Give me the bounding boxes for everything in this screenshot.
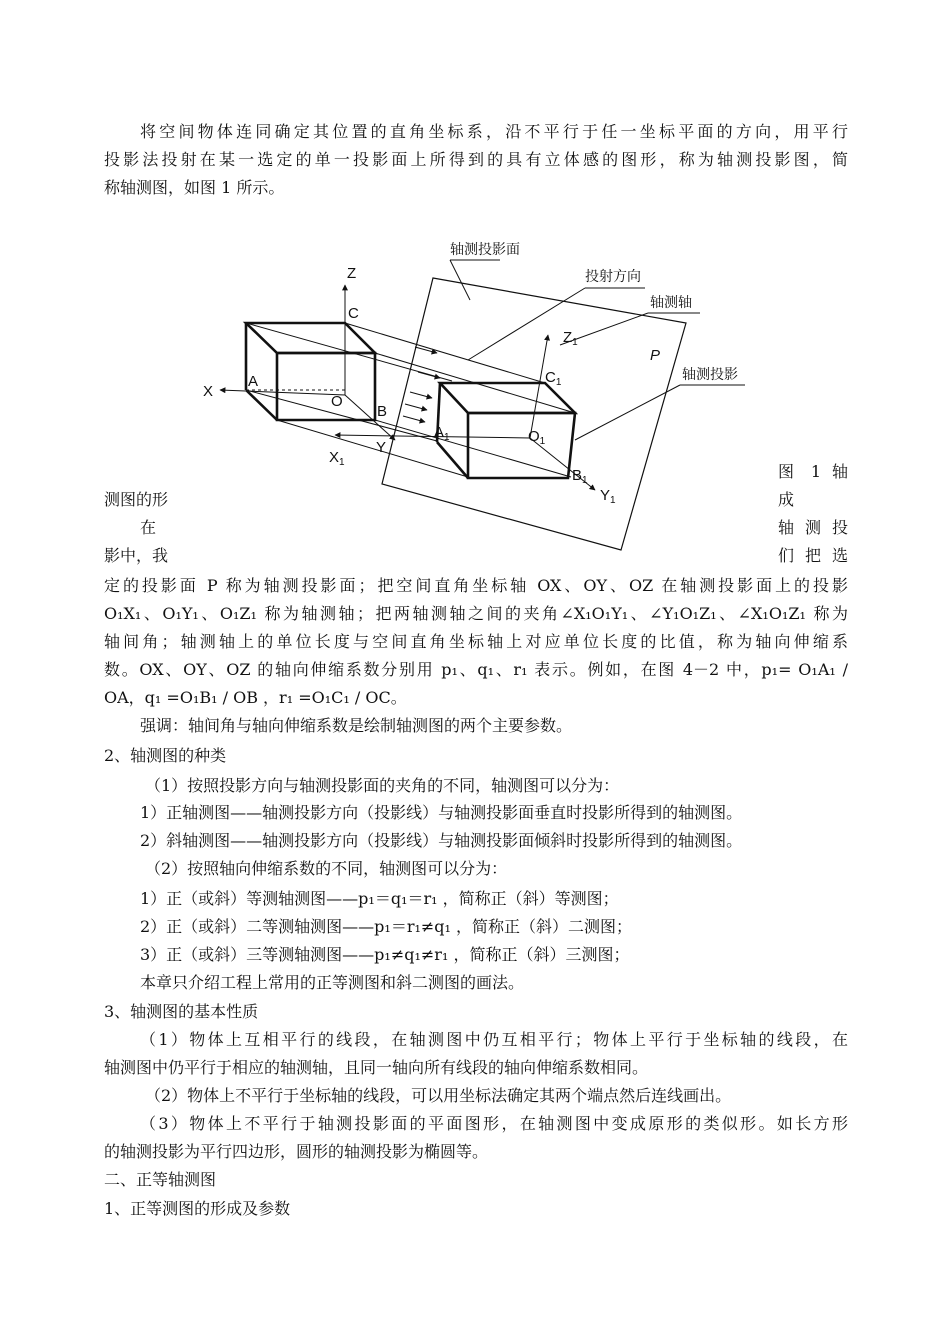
wrap-left-2: 在 <box>140 518 157 537</box>
emphasis-line: 强调：轴间角与轴向伸缩系数是绘制轴测图的两个主要参数。 <box>140 716 573 735</box>
para-line-1: 定的投影面 P 称为轴测投影面；把空间直角坐标轴 OX、OY、OZ 在轴测投影面上的投影 <box>104 576 848 595</box>
s2-category-2b: 2）正（或斜）二等测轴测图——p₁＝r₁≠q₁ ，简称正（斜）二测图； <box>140 917 633 936</box>
label-B1: $B_1$ <box>572 467 588 486</box>
figure-caption-1: 图 1 轴 <box>778 462 848 481</box>
s3-property-3b: 的轴测投影为平行四边形，圆形的轴测投影为椭圆等。 <box>104 1142 489 1161</box>
wrap-left-1: 测图的形 <box>104 490 169 509</box>
label-O1: $O_1$ <box>528 428 546 447</box>
para-line-2: O₁X₁、O₁Y₁、O₁Z₁ 称为轴测轴；把两轴测轴之间的夹角∠X₁O₁Y₁、∠Y₁O₁Z₁、∠X₁O₁Z₁ 称为 <box>104 604 848 623</box>
s2-category-1b: 2）斜轴测图——轴测投影方向（投影线）与轴测投影面倾斜时投影所得到的轴测图。 <box>140 831 743 850</box>
s3-property-3a: （3）物体上不平行于轴测投影面的平面图形，在轴测图中变成原形的类似形。如长方形 <box>140 1114 848 1133</box>
label-Y1: $Y_1$ <box>600 487 616 506</box>
wrap-left-3: 影中，我 <box>104 546 169 565</box>
label-axonometric-projection: 轴测投影 <box>682 366 738 382</box>
para-line-4: 数。OX、OY、OZ 的轴向伸缩系数分别用 p₁、q₁、r₁ 表示。例如，在图 4－2 中，p₁= O₁A₁ / <box>104 660 848 679</box>
s3-property-1b: 轴测图中仍平行于相应的轴测轴，且同一轴向所有线段的轴向伸缩系数相同。 <box>104 1058 649 1077</box>
section-2-title: 2、轴测图的种类 <box>104 746 227 765</box>
label-Z: Z <box>347 265 357 282</box>
label-axis: 轴测轴 <box>650 294 692 310</box>
axonometric-figure <box>190 225 770 555</box>
label-O: O <box>331 393 343 410</box>
s2-note: 本章只介绍工程上常用的正等测图和斜二测图的画法。 <box>140 973 525 992</box>
label-Z1: $Z_1$ <box>563 329 578 348</box>
para-line-5: OA，q₁ =O₁B₁ / OB ，r₁ =O₁C₁ / OC。 <box>104 688 407 707</box>
label-C: C <box>348 305 359 322</box>
section-3-title: 3、轴测图的基本性质 <box>104 1002 259 1021</box>
s2-category-1: （1）按照投影方向与轴测投影面的夹角的不同，轴测图可以分为： <box>145 776 620 795</box>
intro-line-1: 将空间物体连同确定其位置的直角坐标系，沿不平行于任一坐标平面的方向，用平行 <box>140 122 848 141</box>
s2-category-2: （2）按照轴向伸缩系数的不同，轴测图可以分为： <box>145 859 508 878</box>
label-X: X <box>203 383 214 400</box>
section-4-title: 二、正等轴测图 <box>104 1170 217 1189</box>
s2-category-2c: 3）正（或斜）三等测轴测图——p₁≠q₁≠r₁ ，简称正（斜）三测图； <box>140 945 630 964</box>
s3-property-1a: （1）物体上互相平行的线段，在轴测图中仍互相平行；物体上平行于坐标轴的线段，在 <box>140 1030 848 1049</box>
intro-line-3: 称轴测图，如图 1 所示。 <box>104 178 285 197</box>
label-P: P <box>650 347 661 364</box>
label-A: A <box>248 373 259 390</box>
s3-property-2: （2）物体上不平行于坐标轴的线段，可以用坐标法确定其两个端点然后连线画出。 <box>145 1086 732 1105</box>
s2-category-1a: 1）正轴测图——轴测投影方向（投影线）与轴测投影面垂直时投影所得到的轴测图。 <box>140 803 743 822</box>
label-B: B <box>377 403 388 420</box>
section-4-subtitle: 1、正等测图的形成及参数 <box>104 1199 291 1218</box>
label-A1: $A_1$ <box>434 424 450 443</box>
para-line-3: 轴间角；轴测轴上的单位长度与空间直角坐标轴上对应单位长度的比值，称为轴向伸缩系 <box>104 632 848 651</box>
intro-line-2: 投影法投射在某一选定的单一投影面上所得到的具有立体感的图形，称为轴测投影图，简 <box>104 150 848 169</box>
label-C1: $C_1$ <box>545 369 562 388</box>
label-X1: $X_1$ <box>329 449 345 468</box>
wrap-right-4: 们 把 选 <box>778 546 848 565</box>
label-projection-plane: 轴测投影面 <box>450 241 520 257</box>
s2-category-2a: 1）正（或斜）等测轴测图——p₁＝q₁＝r₁ ，简称正（斜）等测图； <box>140 889 619 908</box>
label-Y: Y <box>376 439 387 456</box>
wrap-right-3: 轴 测 投 <box>778 518 848 537</box>
figure-caption-2: 成 <box>778 490 795 509</box>
label-projection-direction: 投射方向 <box>585 268 641 284</box>
